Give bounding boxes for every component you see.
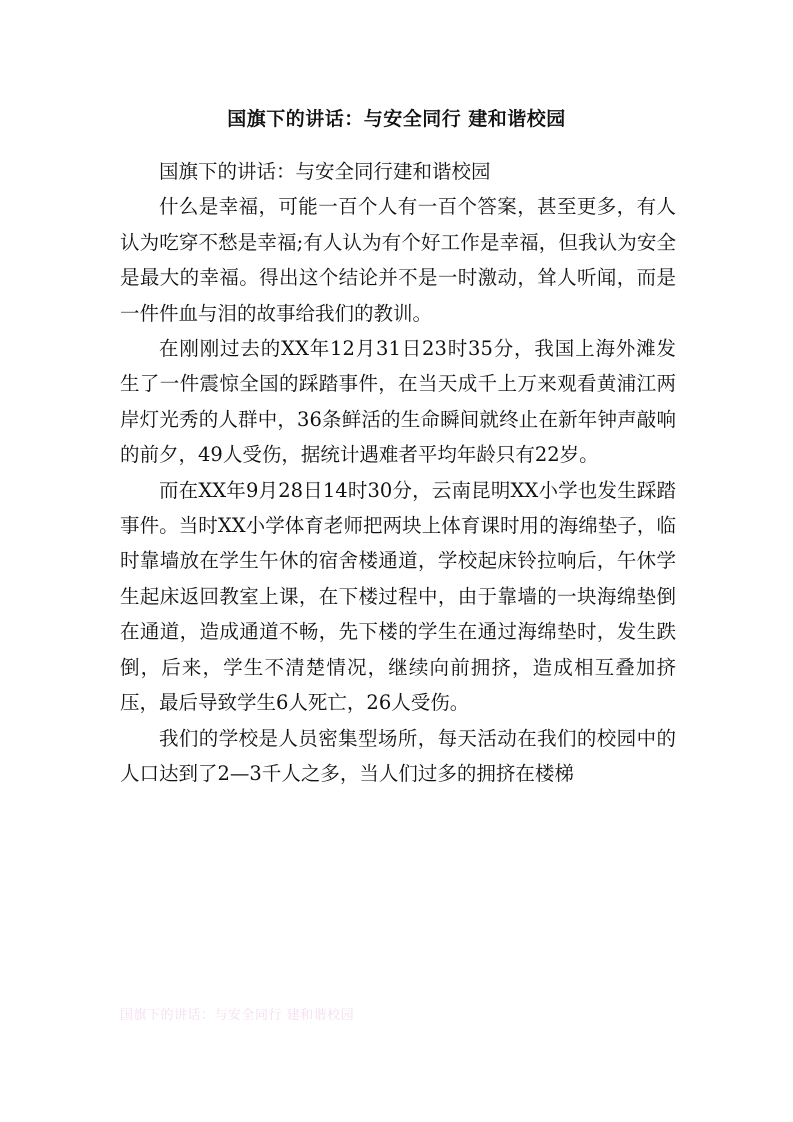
faint-watermark-text: 国旗下的讲话：与安全同行 建和谐校园 [120,1008,355,1023]
paragraph-shanghai-incident: 在刚刚过去的XX年12月31日23时35分，我国上海外滩发生了一件震惊全国的踩踏事件，在当天成千上万来观看黄浦江两岸灯光秀的人群中，36条鲜活的生命瞬间就终止在新年钟声敲响的前夕，49人受伤，据统计遇难者平均年龄只有22岁。 [120,337,676,467]
paragraph-subtitle: 国旗下的讲话：与安全同行建和谐校园 [159,160,491,183]
paragraph-our-school: 我们的学校是人员密集型场所，每天活动在我们的校园中的人口达到了2—3千人之多，当人们过多的拥挤在楼梯 [120,726,676,785]
paragraph-happiness: 什么是幸福，可能一百个人有一百个答案，甚至更多，有人认为吃穿不愁是幸福;有人认为有个好工作是幸福，但我认为安全是最大的幸福。得出这个结论并不是一时激动，耸人听闻，而是一件件血与泪的故事给我们的教训。 [120,195,676,325]
document-body [120,154,676,791]
paragraph-kunming-incident: 而在XX年9月28日14时30分，云南昆明XX小学也发生踩踏事件。当时XX小学体育老师把两块上体育课时用的海绵垫子，临时靠墙放在学生午休的宿舍楼通道，学校起床铃拉响后，午休学生起床返回教室上课，在下楼过程中，由于靠墙的一块海绵垫倒在通道，造成通道不畅，先下楼的学生在通过海绵垫时，发生跌倒，后来，学生不清楚情况，继续向前拥挤，造成相互叠加挤压，最后导致学生6人死亡，26人受伤。 [120,478,676,715]
document-title: 国旗下的讲话：与安全同行 建和谐校园 [227,108,566,130]
